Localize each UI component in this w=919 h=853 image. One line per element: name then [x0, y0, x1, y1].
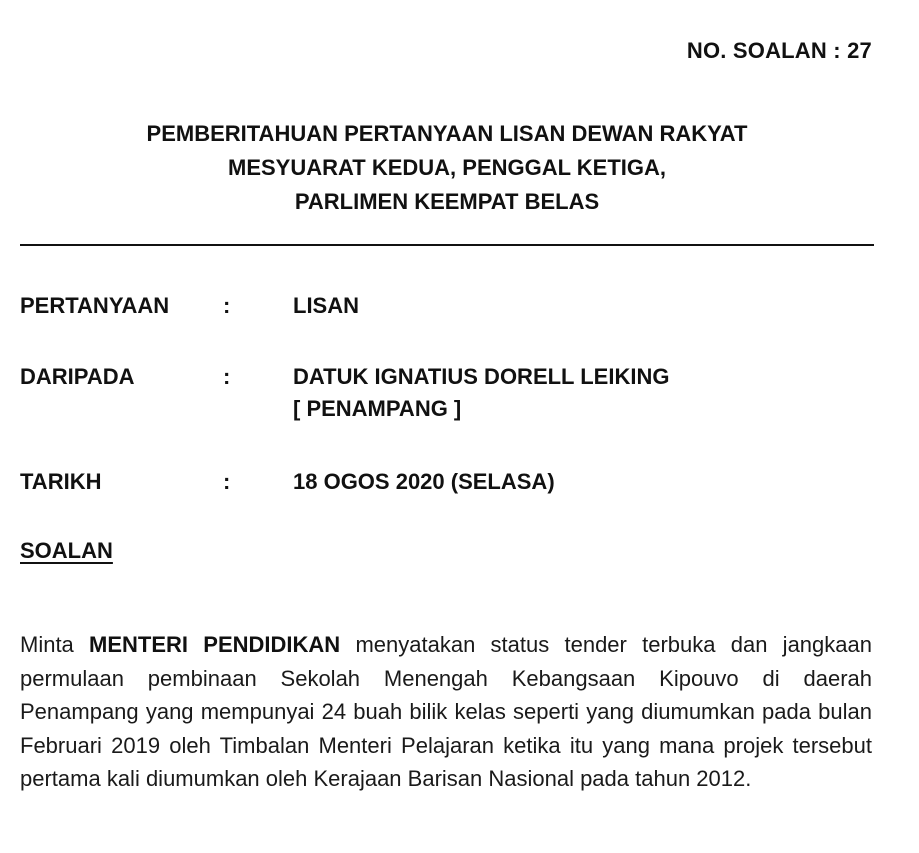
header-line-3: PARLIMEN KEEMPAT BELAS	[294, 189, 600, 214]
question-minister: MENTERI PENDIDIKAN	[89, 632, 341, 657]
field-daripada-value	[293, 361, 669, 425]
field-daripada-constituency: [ PENAMPANG ]	[293, 396, 462, 421]
field-daripada-label: DARIPADA	[20, 364, 135, 389]
field-pertanyaan-label: PERTANYAAN	[20, 293, 170, 318]
document-header	[0, 117, 894, 219]
question-body	[20, 628, 872, 796]
field-tarikh-colon: :	[223, 469, 231, 494]
question-number: NO. SOALAN : 27	[686, 38, 872, 63]
field-pertanyaan-colon: :	[223, 293, 231, 318]
field-pertanyaan-value: LISAN	[293, 293, 359, 318]
question-text-after: menyatakan status tender terbuka dan jangkaan permulaan pembinaan Sekolah Menengah Kebangsaan Kipouvo di daerah Penampang yang mempunyai 24 buah bilik kelas seperti yang diumumkan pada bulan Februari 2019 oleh Timbalan Menteri Pelajaran ketika itu yang mana projek tersebut pertama kali diumumkan oleh Kerajaan Barisan Nasional pada tahun 2012.	[20, 632, 872, 791]
field-tarikh-label: TARIKH	[20, 469, 102, 494]
header-divider	[20, 244, 874, 246]
soalan-heading: SOALAN	[20, 538, 113, 563]
field-daripada-colon: :	[223, 364, 231, 389]
field-daripada-name: DATUK IGNATIUS DORELL LEIKING	[293, 364, 670, 389]
field-tarikh-value: 18 OGOS 2020 (SELASA)	[293, 469, 555, 494]
header-line-1: PEMBERITAHUAN PERTANYAAN LISAN DEWAN RAKYAT	[146, 121, 748, 146]
header-line-2: MESYUARAT KEDUA, PENGGAL KETIGA,	[228, 155, 666, 180]
question-text-before: Minta	[20, 632, 90, 657]
